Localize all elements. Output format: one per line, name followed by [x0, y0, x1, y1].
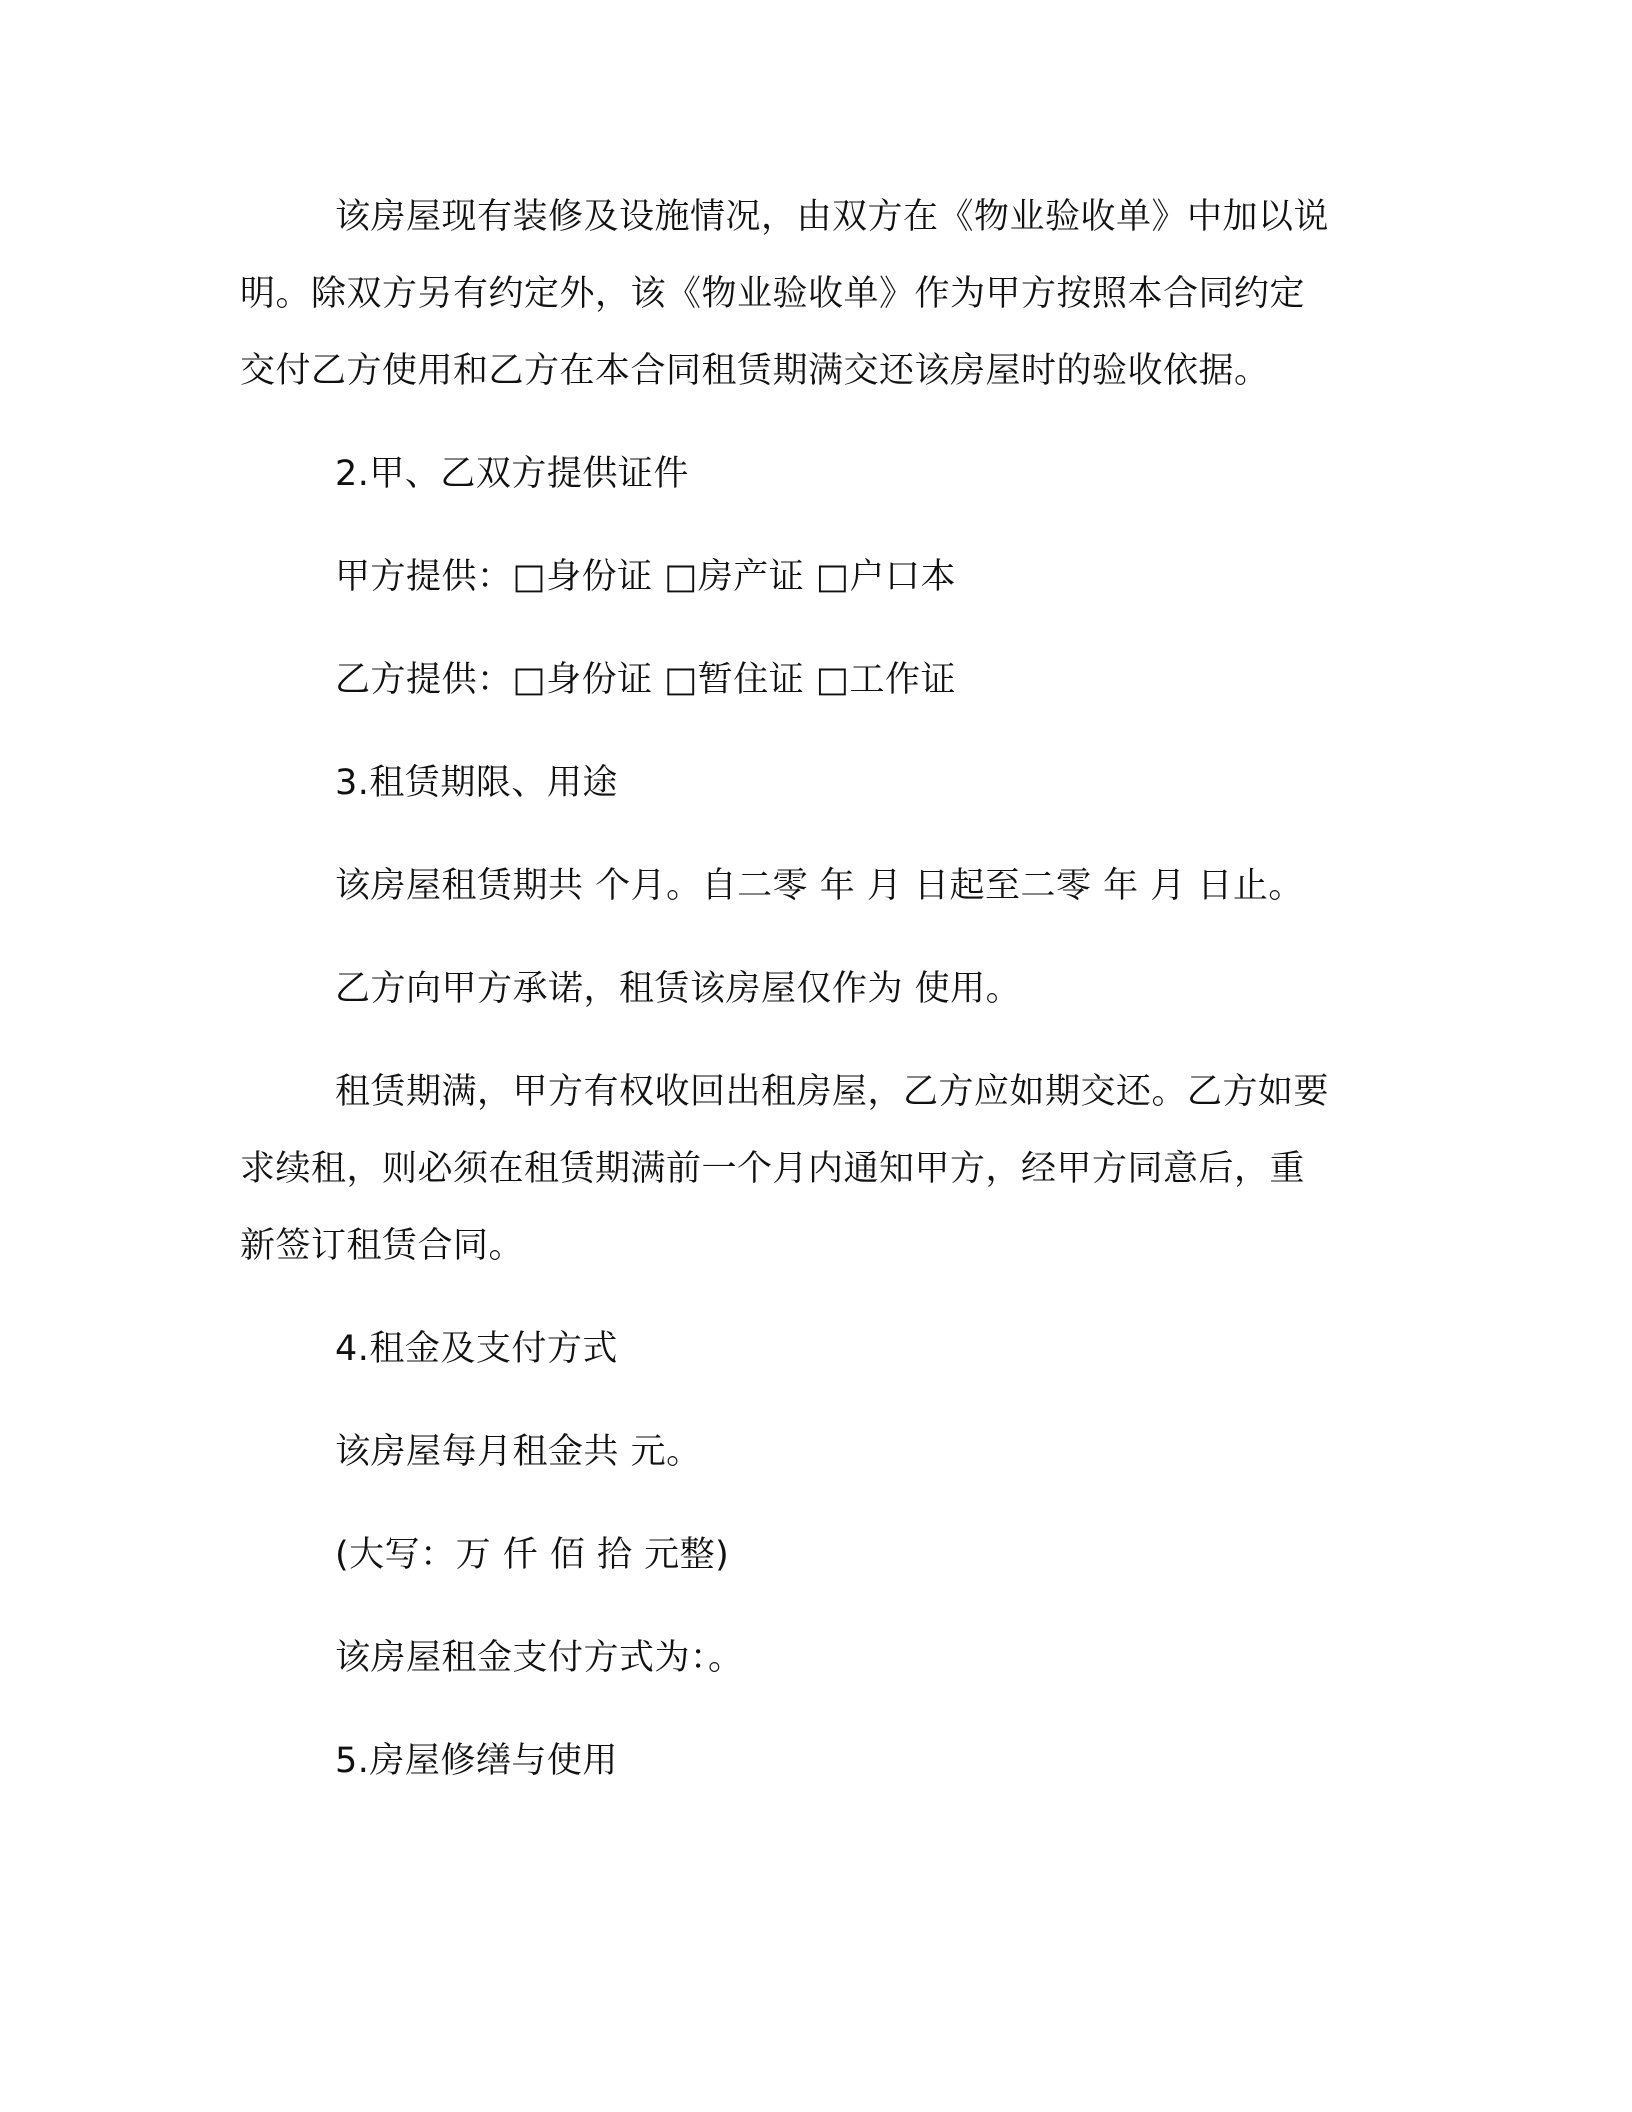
paragraph-line: (大写：万 仟 佰 拾 元整): [335, 1535, 730, 1575]
paragraph-line: 该房屋租赁期共 个月。自二零 年 月 日起至二零 年 月 日止。: [335, 866, 1304, 906]
paragraph-line: 新签订租赁合同。: [240, 1226, 525, 1266]
paragraph-line: 交付乙方使用和乙方在本合同租赁期满交还该房屋时的验收依据。: [240, 351, 1270, 391]
section-heading: 5.房屋修缮与使用: [335, 1741, 618, 1781]
paragraph-line: 该房屋现有装修及设施情况，由双方在《物业验收单》中加以说: [335, 197, 1330, 237]
paragraph-line: 租赁期满，甲方有权收回出租房屋，乙方应如期交还。乙方如要: [335, 1072, 1330, 1112]
paragraph-line: 乙方向甲方承诺，租赁该房屋仅作为 使用。: [335, 969, 1022, 1009]
checkbox-list-line: 甲方提供：□身份证 □房产证 □户口本: [335, 557, 956, 597]
paragraph-line: 求续租，则必须在租赁期满前一个月内通知甲方，经甲方同意后，重: [240, 1149, 1306, 1189]
paragraph-line: 该房屋租金支付方式为：。: [335, 1638, 744, 1678]
section-heading: 4.租金及支付方式: [335, 1329, 618, 1369]
paragraph-line: 明。除双方另有约定外，该《物业验收单》作为甲方按照本合同约定: [240, 274, 1306, 314]
section-heading: 2.甲、乙双方提供证件: [335, 454, 689, 494]
section-heading: 3.租赁期限、用途: [335, 763, 618, 803]
paragraph-line: 该房屋每月租金共 元。: [335, 1432, 702, 1472]
checkbox-list-line: 乙方提供：□身份证 □暂住证 □工作证: [335, 660, 956, 700]
